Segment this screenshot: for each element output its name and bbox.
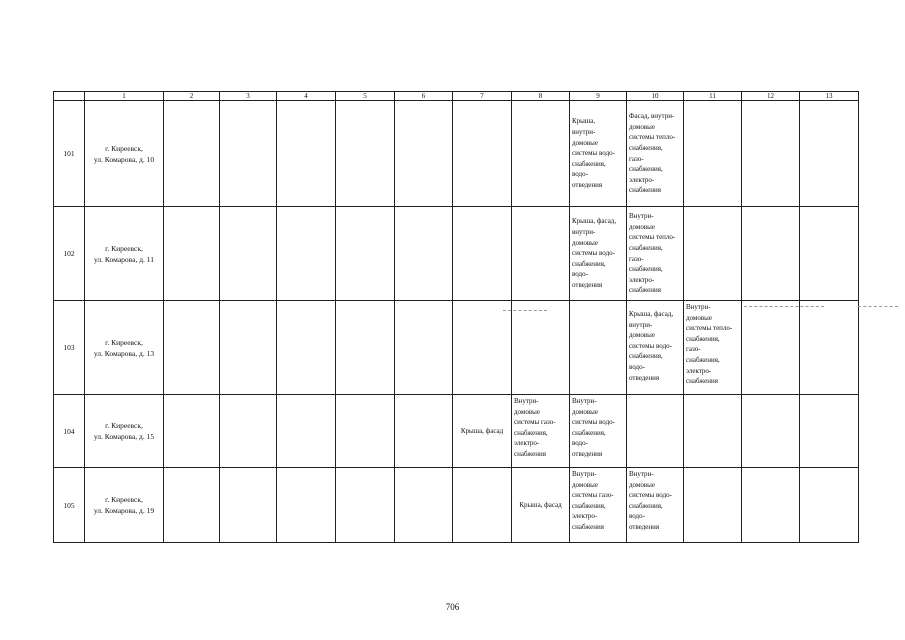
work-cell-col11 (684, 395, 742, 468)
work-cell-col8 (512, 101, 570, 207)
address-city: г. Киреевск, (105, 143, 143, 153)
row-number: 104 (54, 395, 85, 468)
empty-cell (336, 207, 395, 301)
empty-cell (220, 101, 277, 207)
empty-cell (277, 101, 336, 207)
header-cell: 2 (164, 92, 220, 101)
empty-cell (336, 101, 395, 207)
work-cell-col11 (684, 207, 742, 301)
work-cell-col7 (453, 207, 512, 301)
header-cell: 6 (395, 92, 453, 101)
address-cell (85, 301, 164, 395)
scan-artifact-line (858, 306, 898, 307)
table-row (54, 301, 859, 395)
work-cell-col8 (512, 301, 570, 395)
empty-cell (220, 395, 277, 468)
table-row (54, 101, 859, 207)
header-cell: 10 (627, 92, 684, 101)
address-cell (85, 207, 164, 301)
work-cell-col8 (512, 207, 570, 301)
header-cell-blank (54, 92, 85, 101)
work-cell-col7 (453, 101, 512, 207)
work-cell-col10: Внутри- домовые системы водо- снабжения, водо- отведения (627, 468, 684, 543)
empty-cell (800, 301, 859, 395)
work-cell-col11 (684, 101, 742, 207)
empty-cell (742, 301, 800, 395)
header-cell: 13 (800, 92, 859, 101)
work-cell-col9: Внутри- домовые системы газо- снабжения, электро- снабжения (570, 468, 627, 543)
work-cell-col7: Крыша, фасад (453, 395, 512, 468)
table-row (54, 207, 859, 301)
works-schedule-table (53, 91, 859, 543)
address-city: г. Киреевск, (105, 337, 143, 347)
empty-cell (742, 207, 800, 301)
work-cell-col7 (453, 301, 512, 395)
address-street: ул. Комарова, д. 19 (93, 506, 155, 515)
empty-cell (277, 301, 336, 395)
empty-cell (800, 101, 859, 207)
work-cell-col11: Внутри- домовые системы тепло- снабжения, газо- снабжения, электро- снабжения (684, 301, 742, 395)
work-cell-col8: Крыша, фасад (512, 468, 570, 543)
address-cell (85, 395, 164, 468)
empty-cell (800, 395, 859, 468)
empty-cell (395, 207, 453, 301)
empty-cell (742, 468, 800, 543)
page-number: 706 (445, 602, 460, 612)
work-cell-col9: Крыша, внутри- домовые системы водо- снабжения, водо- отведения (570, 101, 627, 207)
work-cell-col8: Внутри- домовые системы газо- снабжения, электро- снабжения (512, 395, 570, 468)
work-cell-col9 (570, 301, 627, 395)
work-cell-col10: Внутри- домовые системы тепло- снабжения, газо- снабжения, электро- снабжения (627, 207, 684, 301)
empty-cell (395, 468, 453, 543)
empty-cell (800, 207, 859, 301)
row-number: 102 (54, 207, 85, 301)
empty-cell (742, 395, 800, 468)
empty-cell (220, 207, 277, 301)
empty-cell (336, 395, 395, 468)
scan-artifact-line (503, 310, 547, 311)
work-cell-col9: Крыша, фасад, внутри- домовые системы водо- снабжения, водо- отведения (570, 207, 627, 301)
empty-cell (164, 468, 220, 543)
address-city: г. Киреевск, (105, 243, 143, 253)
empty-cell (164, 395, 220, 468)
empty-cell (164, 207, 220, 301)
row-number: 101 (54, 101, 85, 207)
table-row (54, 395, 859, 468)
work-cell-col11 (684, 468, 742, 543)
header-cell: 5 (336, 92, 395, 101)
empty-cell (220, 301, 277, 395)
header-cell: 7 (453, 92, 512, 101)
scan-artifact-line (744, 306, 824, 307)
header-cell: 9 (570, 92, 627, 101)
empty-cell (395, 301, 453, 395)
address-street: ул. Комарова, д. 10 (93, 154, 155, 164)
empty-cell (164, 301, 220, 395)
address-city: г. Киреевск, (105, 495, 143, 504)
empty-cell (800, 468, 859, 543)
empty-cell (336, 468, 395, 543)
empty-cell (277, 395, 336, 468)
header-row (54, 92, 859, 101)
row-number: 105 (54, 468, 85, 543)
empty-cell (277, 468, 336, 543)
address-street: ул. Комарова, д. 11 (94, 254, 154, 264)
header-cell: 3 (220, 92, 277, 101)
empty-cell (336, 301, 395, 395)
header-cell: 12 (742, 92, 800, 101)
header-cell: 8 (512, 92, 570, 101)
empty-cell (395, 395, 453, 468)
address-city: г. Киреевск, (105, 421, 143, 430)
address-cell (85, 468, 164, 543)
table-row (54, 468, 859, 543)
row-number: 103 (54, 301, 85, 395)
header-cell: 1 (85, 92, 164, 101)
header-cell: 11 (684, 92, 742, 101)
header-cell: 4 (277, 92, 336, 101)
work-cell-col10: Крыша, фасад, внутри- домовые системы водо- снабжения, водо- отведения (627, 301, 684, 395)
work-cell-col7 (453, 468, 512, 543)
work-cell-col10 (627, 395, 684, 468)
empty-cell (395, 101, 453, 207)
address-street: ул. Комарова, д. 13 (93, 348, 155, 358)
work-cell-col10: Фасад, внутри- домовые системы тепло- снабжения, газо- снабжения, электро- снабжения (627, 101, 684, 207)
empty-cell (742, 101, 800, 207)
empty-cell (277, 207, 336, 301)
address-cell (85, 101, 164, 207)
work-cell-col9: Внутри- домовые системы водо- снабжения, водо- отведения (570, 395, 627, 468)
empty-cell (164, 101, 220, 207)
address-street: ул. Комарова, д. 15 (93, 432, 155, 441)
empty-cell (220, 468, 277, 543)
